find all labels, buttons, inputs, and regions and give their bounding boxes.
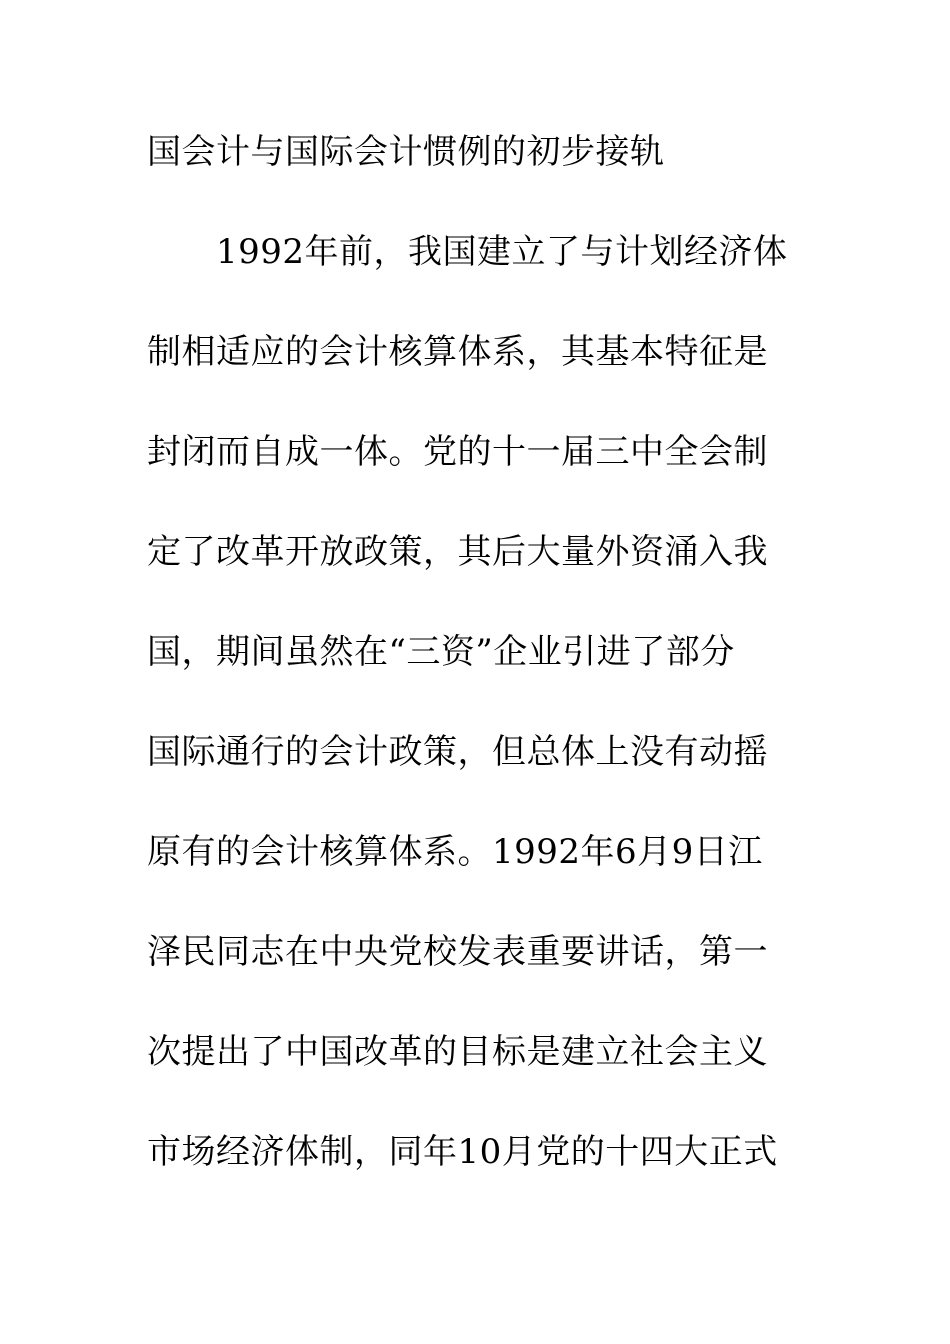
text-line: 封闭而自成一体。党的十一届三中全会制 bbox=[147, 432, 768, 472]
text-line: 国际通行的会计政策，但总体上没有动摇 bbox=[147, 732, 768, 772]
text-line: 1992年前，我国建立了与计划经济体 bbox=[147, 232, 788, 272]
text-line: 定了改革开放政策，其后大量外资涌入我 bbox=[147, 532, 768, 572]
text-line: 市场经济体制，同年10月党的十四大正式 bbox=[147, 1132, 778, 1172]
text-line: 国，期间虽然在“三资”企业引进了部分 bbox=[147, 632, 735, 672]
text-line: 原有的会计核算体系。1992年6月9日江 bbox=[147, 832, 763, 872]
text-line: 次提出了中国改革的目标是建立社会主义 bbox=[147, 1032, 768, 1072]
text-line: 制相适应的会计核算体系，其基本特征是 bbox=[147, 332, 768, 372]
text-line: 泽民同志在中央党校发表重要讲话，第一 bbox=[147, 932, 768, 972]
text-line: 国会计与国际会计惯例的初步接轨 bbox=[147, 132, 665, 172]
